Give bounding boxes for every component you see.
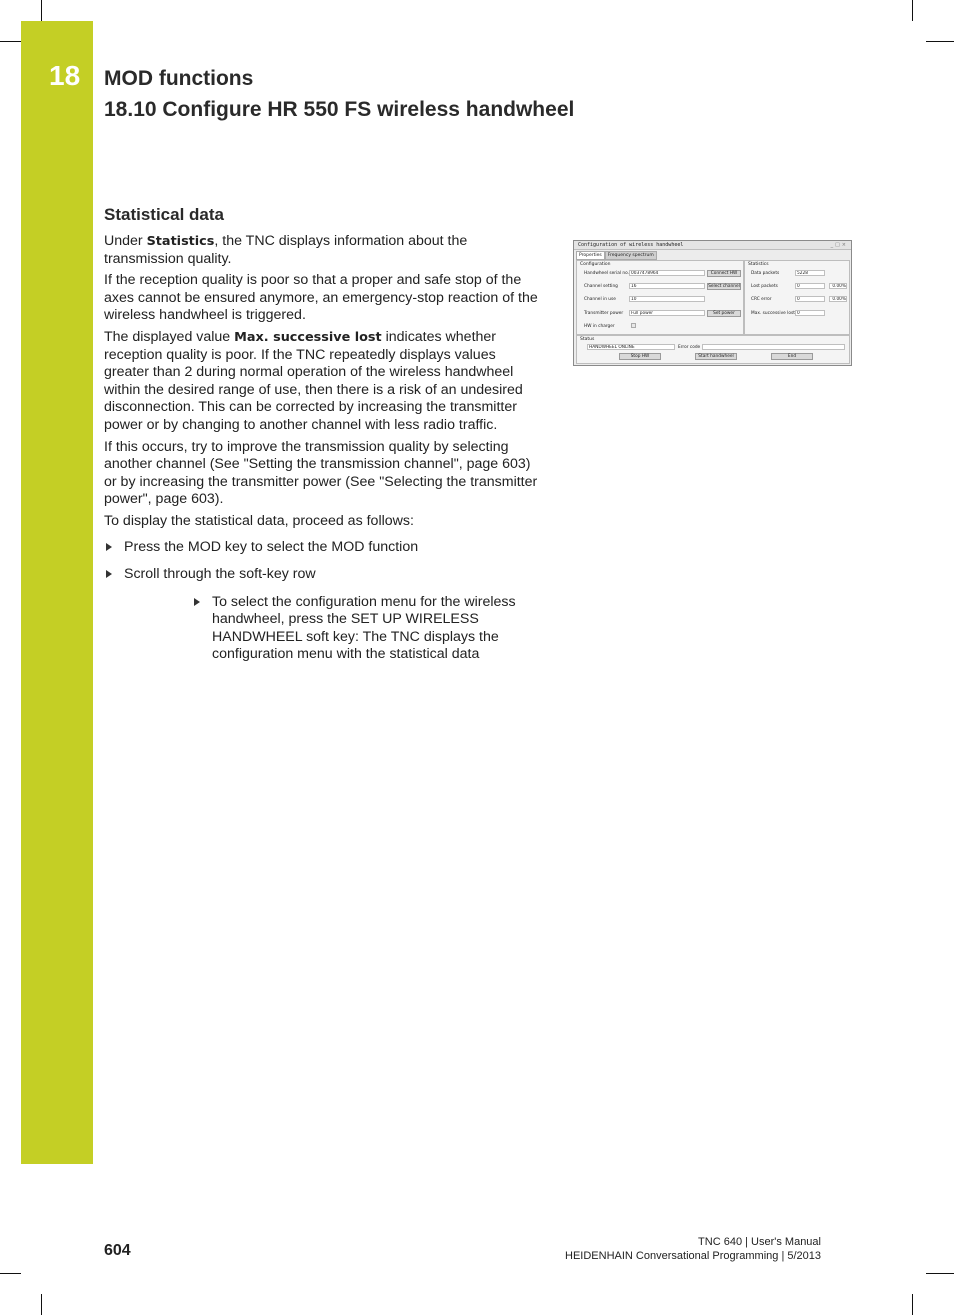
paragraph: [104, 233, 544, 268]
crop-mark: [912, 0, 913, 21]
step-text: To select the configuration menu for the wireless handwheel, press the SET UP WIRELESS HANDWHEEL soft key: The TNC displays the configuration menu with the statistical data: [212, 593, 516, 663]
step-text: Scroll through the soft-key row: [124, 566, 316, 583]
channel-setting-label: Channel setting: [584, 284, 618, 289]
channel-in-use-label: Channel in use: [584, 297, 616, 302]
config-window-screenshot: [573, 240, 852, 366]
error-code-field: [702, 344, 845, 350]
step-item: [104, 539, 544, 557]
crop-mark: [41, 1294, 42, 1315]
text: Under: [104, 233, 147, 249]
status-field: HANDWHEEL ONLINE: [587, 344, 675, 350]
lost-packets-field: 0: [795, 283, 825, 289]
tab-properties[interactable]: Properties: [576, 251, 605, 260]
keyword: Statistics: [146, 234, 215, 249]
data-packets-label: Data packets: [751, 271, 780, 276]
text: , the TNC displays information about the transmission quality.: [104, 233, 468, 267]
section-title: 18.10 Configure HR 550 FS wireless handwheel: [104, 98, 575, 121]
end-button[interactable]: End: [771, 353, 813, 360]
hw-in-charger-label: HW in charger: [584, 324, 615, 329]
configuration-panel: [576, 260, 744, 335]
page-footer: [565, 1235, 821, 1263]
chapter-number: 18: [49, 60, 81, 91]
crc-error-percent: 0.00%: [829, 296, 847, 302]
panel-label: Statistics: [748, 262, 769, 267]
window-titlebar: [574, 241, 851, 250]
crop-mark: [0, 1273, 21, 1274]
crop-mark: [912, 1294, 913, 1315]
arrow-right-icon: [194, 598, 200, 606]
data-packets-field: 5228: [795, 270, 825, 276]
tab-frequency-spectrum[interactable]: Frequency spectrum: [605, 251, 657, 260]
step-text: Press the MOD key to select the MOD function: [124, 538, 419, 555]
serial-label: Handwheel serial no.: [584, 271, 630, 276]
arrow-right-icon: [106, 543, 112, 551]
max-successive-lost-field: 0: [795, 310, 825, 316]
keyword: Max. successive lost: [234, 329, 382, 345]
error-code-label: Error code: [678, 345, 701, 350]
crc-error-field: 0: [795, 296, 825, 302]
stop-hw-button[interactable]: Stop HW: [619, 353, 661, 360]
window-controls-icon[interactable]: _□×: [830, 242, 848, 248]
crop-mark: [0, 41, 21, 42]
step-item: [104, 566, 544, 584]
subsection-heading: Statistical data: [104, 205, 224, 224]
paragraph: If this occurs, try to improve the transmission quality by selecting another channel (See "Setting the transmission channel", page 603) or by increasing the transmitter power (See "Selecting the transmitter power", page 603).: [104, 438, 538, 508]
lost-packets-label: Lost packets: [751, 284, 778, 289]
chapter-sidebar-bar: [21, 21, 93, 1164]
channel-setting-field[interactable]: 16: [629, 283, 705, 289]
window-title: Configuration of wireless handwheel: [578, 242, 684, 248]
start-handwheel-button[interactable]: Start handwheel: [695, 353, 737, 360]
body-text: [104, 233, 544, 674]
page-number: 604: [104, 1242, 131, 1259]
crop-mark: [926, 1273, 954, 1274]
footer-line: HEIDENHAIN Conversational Programming | 5/2013: [565, 1250, 821, 1262]
crop-mark: [41, 0, 42, 21]
lost-packets-percent: 0.00%: [829, 283, 847, 289]
step-item: [192, 594, 544, 664]
tab-bar: [576, 251, 657, 259]
text: The displayed value: [104, 328, 235, 345]
set-power-button[interactable]: Set power: [707, 310, 741, 317]
arrow-right-icon: [106, 570, 112, 578]
max-successive-lost-label: Max. successive lost: [751, 311, 795, 316]
paragraph: To display the statistical data, proceed as follows:: [104, 512, 414, 529]
paragraph: [104, 329, 544, 435]
status-panel: [576, 335, 850, 364]
footer-line: TNC 640 | User's Manual: [698, 1236, 821, 1248]
statistics-panel: [744, 260, 850, 335]
serial-field[interactable]: 0037478964: [629, 270, 705, 276]
panel-label: Status: [580, 337, 595, 342]
chapter-title: MOD functions: [104, 67, 254, 90]
crc-error-label: CRC error: [751, 297, 772, 302]
text: indicates whether reception quality is poor. If the TNC repeatedly displays values greater than 2 during normal operation of the wireless handwheel within the desired range of use, then there is a risk of an undesired disconnection. This can be corrected by increasing the transmitter power or by changing to another channel with less radio traffic.: [104, 328, 523, 433]
hw-in-charger-checkbox[interactable]: [631, 323, 636, 328]
transmitter-power-field[interactable]: Full power: [629, 310, 705, 316]
panel-label: Configuration: [580, 262, 611, 267]
connect-hw-button[interactable]: Connect HW: [707, 270, 741, 277]
select-channel-button[interactable]: Select channel: [708, 283, 740, 289]
channel-in-use-field: 10: [629, 296, 705, 302]
transmitter-power-label: Transmitter power: [584, 311, 624, 316]
crop-mark: [926, 41, 954, 42]
paragraph: If the reception quality is poor so that a proper and safe stop of the axes cannot be ensured anymore, an emergency-stop reaction of the wireless handwheel is triggered.: [104, 272, 538, 324]
